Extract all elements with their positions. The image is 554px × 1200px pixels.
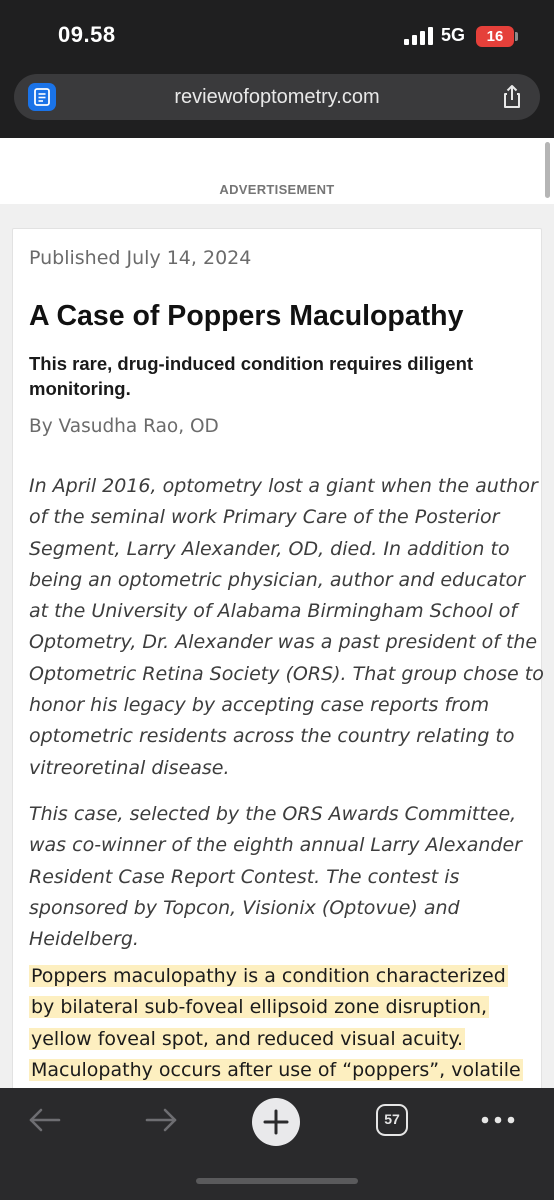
published-date: Published July 14, 2024: [29, 247, 252, 269]
url-text[interactable]: reviewofoptometry.com: [174, 86, 380, 108]
share-icon[interactable]: [498, 83, 526, 111]
intro-paragraph: [29, 471, 544, 784]
back-arrow-icon: [28, 1108, 62, 1132]
battery-level-badge: 16: [476, 26, 514, 47]
advertisement-area: [0, 138, 554, 204]
cellular-signal-icon: [404, 27, 434, 45]
plus-icon: [263, 1109, 289, 1135]
status-bar: [0, 0, 554, 72]
text-line: Optometry, Dr. Alexander was a past president of the: [29, 631, 538, 654]
text-line: being an optometric physician, author and educator: [29, 568, 526, 591]
article-title: A Case of Poppers Maculopathy: [29, 300, 464, 332]
text-line: In April 2016, optometry lost a giant when the author: [29, 475, 538, 497]
article-card: [12, 228, 542, 1088]
battery-cap: [515, 32, 518, 41]
reader-mode-icon[interactable]: [28, 83, 56, 111]
text-line: of the seminal work Primary Care of the Posterior: [29, 506, 500, 529]
highlighted-paragraph: [29, 961, 529, 1086]
new-tab-button[interactable]: [252, 1098, 300, 1146]
article-byline[interactable]: By Vasudha Rao, OD: [29, 416, 219, 437]
highlighted-text-line: Poppers maculopathy is a condition characterized: [31, 965, 506, 987]
text-line: Segment, Larry Alexander, OD, died. In addition to: [29, 537, 510, 560]
text-line: Resident Case Report Contest. The contest is: [29, 865, 460, 888]
highlighted-text-line: by bilateral sub-foveal ellipsoid zone disruption,: [31, 996, 488, 1019]
text-line: at the University of Alabama Birmingham School of: [29, 600, 518, 623]
forward-arrow-icon: [144, 1108, 178, 1132]
home-indicator[interactable]: [196, 1178, 358, 1184]
tab-count: 57: [376, 1104, 408, 1136]
text-line: Optometric Retina Society (ORS). That group chose to: [29, 662, 544, 685]
back-button[interactable]: [15, 1100, 75, 1140]
status-time: 09.58: [58, 22, 116, 47]
advertisement-label: ADVERTISEMENT: [219, 182, 335, 197]
tab-switcher-button[interactable]: [362, 1100, 422, 1140]
more-dots-icon: [481, 1116, 515, 1124]
text-line: optometric residents across the country relating to: [29, 725, 515, 748]
text-line: Heidelberg.: [29, 928, 139, 951]
text-line: was co-winner of the eighth annual Larry Alexander: [29, 834, 522, 857]
article-subtitle: This rare, drug-induced condition requires diligent monitoring.: [29, 353, 474, 399]
text-line: honor his legacy by accepting case reports from: [29, 694, 490, 717]
page-viewport[interactable]: [0, 138, 554, 1088]
highlighted-text-line: yellow foveal spot, and reduced visual acuity.: [31, 1027, 464, 1050]
text-line: This case, selected by the ORS Awards Committee,: [29, 803, 517, 825]
case-paragraph: [29, 799, 529, 955]
network-type-label: 5G: [441, 25, 466, 45]
text-line: vitreoretinal disease.: [29, 756, 230, 779]
more-menu-button[interactable]: [468, 1100, 528, 1140]
scrollbar-thumb[interactable]: [545, 142, 550, 198]
forward-button[interactable]: [131, 1100, 191, 1140]
text-line: sponsored by Topcon, Visionix (Optovue) and: [29, 896, 460, 919]
highlighted-text-line: Maculopathy occurs after use of “poppers”, volatile: [31, 1058, 521, 1081]
address-bar[interactable]: [14, 74, 540, 120]
